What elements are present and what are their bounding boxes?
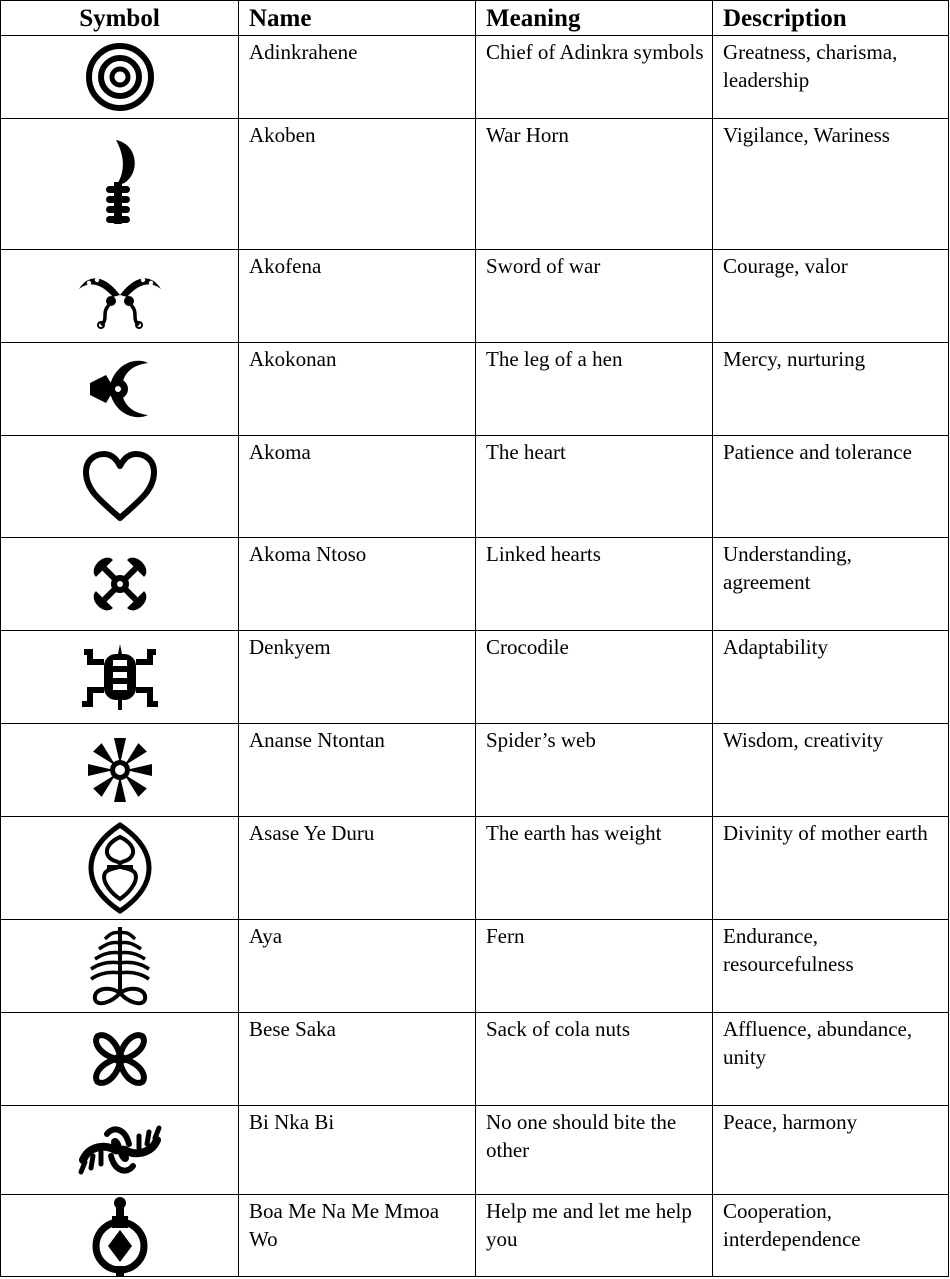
description-cell: Vigilance, Wariness xyxy=(713,119,949,250)
asase-ye-duru-icon xyxy=(85,821,155,915)
akoma-icon xyxy=(80,448,160,526)
symbol-cell xyxy=(1,1106,239,1195)
name-cell: Bi Nka Bi xyxy=(239,1106,476,1195)
description-cell: Peace, harmony xyxy=(713,1106,949,1195)
akofena-icon xyxy=(75,261,165,331)
header-meaning: Meaning xyxy=(476,1,713,36)
table-row xyxy=(1,250,949,343)
akokonan-icon xyxy=(80,351,160,427)
table-row xyxy=(1,436,949,538)
symbol-cell xyxy=(1,436,239,538)
header-description: Description xyxy=(713,1,949,36)
symbol-cell xyxy=(1,920,239,1013)
table-row xyxy=(1,538,949,631)
bi-nka-bi-icon xyxy=(75,1116,165,1184)
description-cell: Patience and tolerance xyxy=(713,436,949,538)
akoben-icon xyxy=(90,134,150,234)
name-cell: Adinkrahene xyxy=(239,36,476,119)
name-cell: Asase Ye Duru xyxy=(239,817,476,920)
symbol-cell xyxy=(1,250,239,343)
name-cell: Boa Me Na Me Mmoa Wo xyxy=(239,1195,476,1277)
description-cell: Understanding, agreement xyxy=(713,538,949,631)
table-row xyxy=(1,1013,949,1106)
description-cell: Cooperation, interdependence xyxy=(713,1195,949,1277)
meaning-cell: The leg of a hen xyxy=(476,343,713,436)
akoma-ntoso-icon xyxy=(78,550,162,618)
meaning-cell: The earth has weight xyxy=(476,817,713,920)
meaning-cell: Sword of war xyxy=(476,250,713,343)
table-row xyxy=(1,36,949,119)
header-row xyxy=(1,1,949,36)
name-cell: Akoma xyxy=(239,436,476,538)
table-row xyxy=(1,724,949,817)
symbol-cell xyxy=(1,119,239,250)
symbol-cell xyxy=(1,631,239,724)
description-cell: Mercy, nurturing xyxy=(713,343,949,436)
table-row xyxy=(1,1106,949,1195)
table-row xyxy=(1,631,949,724)
header-symbol: Symbol xyxy=(1,1,239,36)
denkyem-icon xyxy=(78,640,162,714)
symbol-cell xyxy=(1,1013,239,1106)
table-row xyxy=(1,1195,949,1277)
header-name: Name xyxy=(239,1,476,36)
description-cell: Divinity of mother earth xyxy=(713,817,949,920)
name-cell: Akofena xyxy=(239,250,476,343)
name-cell: Aya xyxy=(239,920,476,1013)
bese-saka-icon xyxy=(80,1021,160,1097)
name-cell: Akoben xyxy=(239,119,476,250)
description-cell: Courage, valor xyxy=(713,250,949,343)
description-cell: Affluence, abundance, unity xyxy=(713,1013,949,1106)
meaning-cell: The heart xyxy=(476,436,713,538)
name-cell: Akokonan xyxy=(239,343,476,436)
symbol-cell xyxy=(1,538,239,631)
name-cell: Akoma Ntoso xyxy=(239,538,476,631)
symbol-cell xyxy=(1,36,239,119)
meaning-cell: Chief of Adinkra symbols xyxy=(476,36,713,119)
aya-icon xyxy=(83,923,157,1009)
name-cell: Denkyem xyxy=(239,631,476,724)
symbol-cell xyxy=(1,817,239,920)
symbol-cell xyxy=(1,724,239,817)
meaning-cell: Sack of cola nuts xyxy=(476,1013,713,1106)
meaning-cell: Crocodile xyxy=(476,631,713,724)
table-row xyxy=(1,119,949,250)
table-row xyxy=(1,920,949,1013)
ananse-ntontan-icon xyxy=(78,734,162,806)
symbol-cell xyxy=(1,343,239,436)
description-cell: Greatness, charisma, leadership xyxy=(713,36,949,119)
table-row xyxy=(1,343,949,436)
meaning-cell: War Horn xyxy=(476,119,713,250)
adinkrahene-icon xyxy=(80,40,160,114)
meaning-cell: Fern xyxy=(476,920,713,1013)
meaning-cell: Spider’s web xyxy=(476,724,713,817)
name-cell: Ananse Ntontan xyxy=(239,724,476,817)
meaning-cell: No one should bite the other xyxy=(476,1106,713,1195)
description-cell: Endurance, resourcefulness xyxy=(713,920,949,1013)
table-row xyxy=(1,817,949,920)
meaning-cell: Linked hearts xyxy=(476,538,713,631)
description-cell: Wisdom, creativity xyxy=(713,724,949,817)
meaning-cell: Help me and let me help you xyxy=(476,1195,713,1277)
name-cell: Bese Saka xyxy=(239,1013,476,1106)
symbol-cell xyxy=(1,1195,239,1277)
boa-me-na-me-mmoa-wo-icon xyxy=(85,1196,155,1276)
description-cell: Adaptability xyxy=(713,631,949,724)
